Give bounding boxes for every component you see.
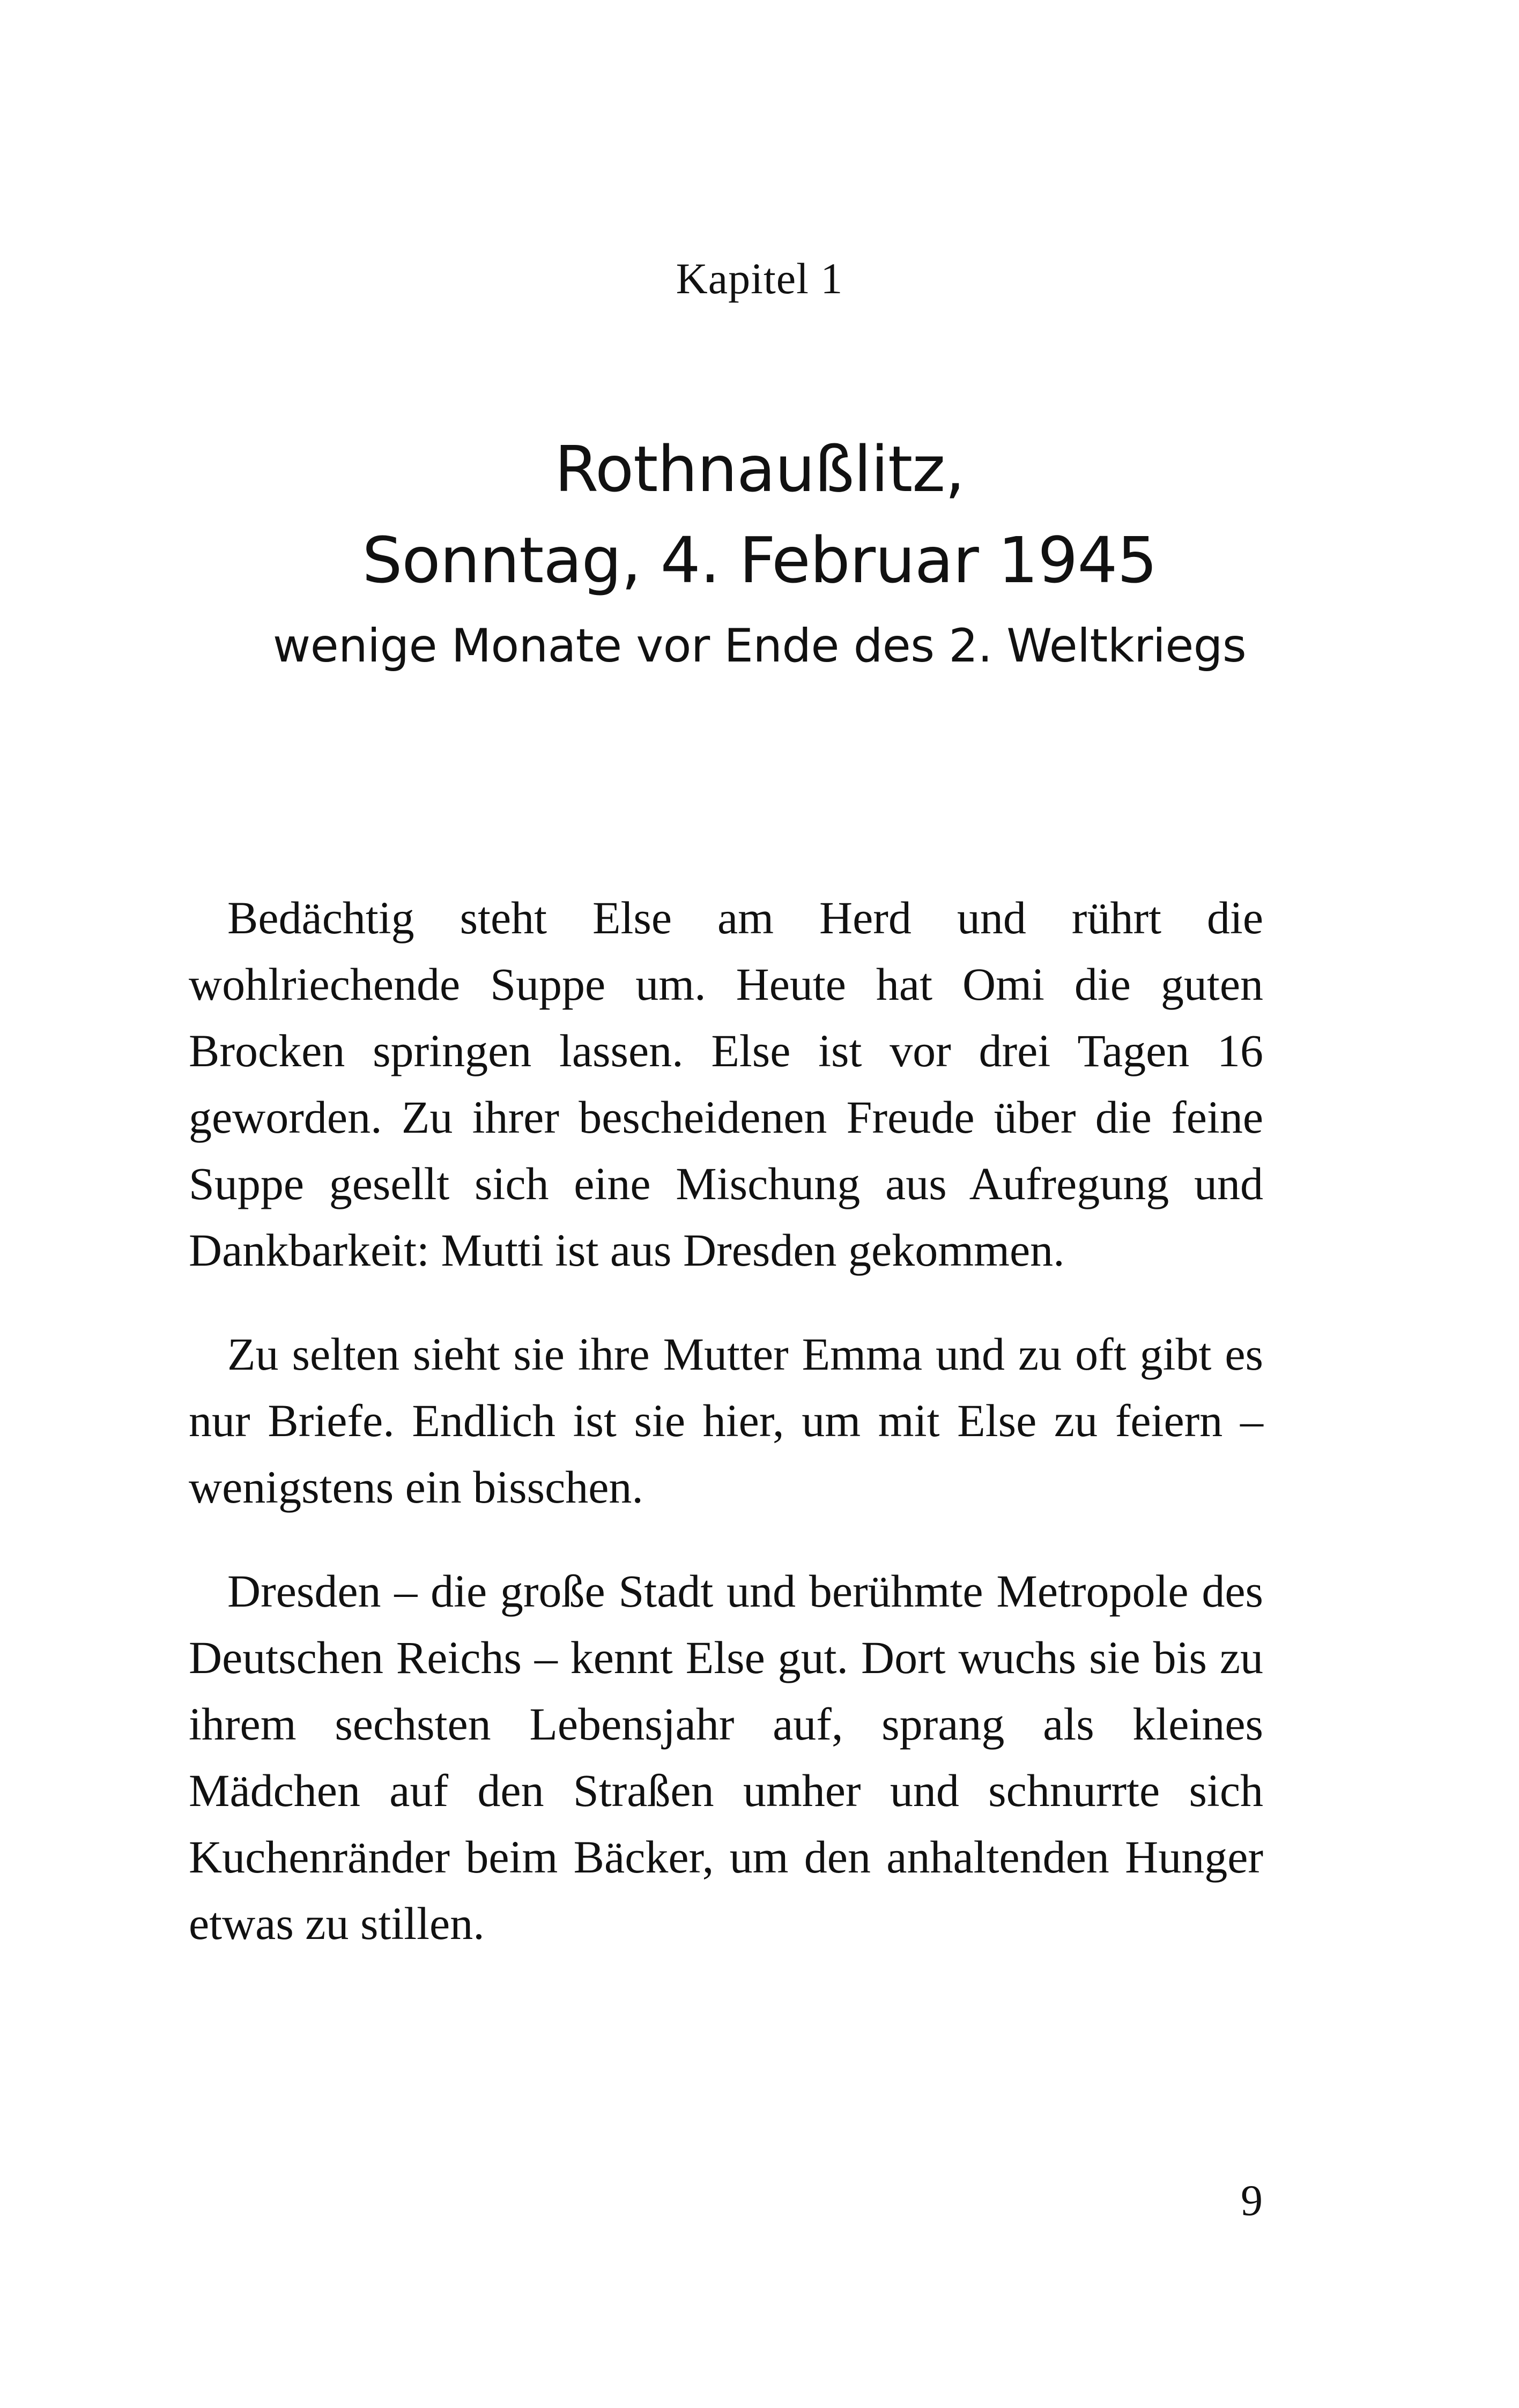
page-number: 9 [1241,2176,1263,2225]
chapter-label: Kapitel 1 [676,254,843,303]
paragraph: Zu selten sieht sie ihre Mutter Emma und zu oft gibt es nur Briefe. Endlich ist sie hier, um mit Else zu feiern – wenigstens ein bisschen. [189,1328,1263,1513]
chapter-title [0,423,1519,606]
chapter-title-date: Sonntag, 4. Februar 1945 [362,523,1157,597]
chapter-subtitle: wenige Monate vor Ende des 2. Weltkriegs [272,619,1247,673]
paragraph: Bedächtig steht Else am Herd und rührt die wohlriechende Suppe um. Heute hat Omi die guten Brocken springen lassen. Else ist vor drei Tagen 16 geworden. Zu ihrer bescheidenen Freude über die feine Suppe gesellt sich eine Mischung aus Aufregung und Dankbarkeit: Mutti ist aus Dresden gekommen. [189,892,1263,1276]
chapter-title-place: Rothnaußlitz, [554,432,965,506]
body-text [189,885,1263,1994]
paragraph: Dresden – die große Stadt und berühmte Metropole des Deutschen Reichs – kennt Else gut. Dort wuchs sie bis zu ihrem sechsten Lebensjahr auf, sprang als kleines Mädchen auf den Straßen umher und schnurrte sich Kuchenränder beim Bäcker, um den anhaltenden Hunger etwas zu stillen. [189,1565,1263,1949]
